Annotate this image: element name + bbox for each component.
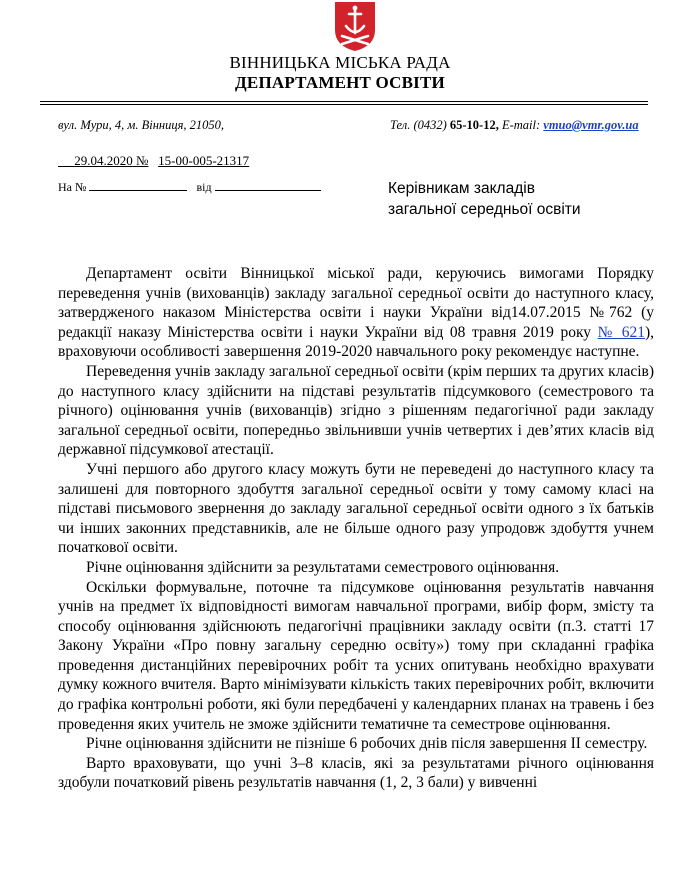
recipient-line-2: загальної середньої освіти [388,201,581,218]
organization-name: ВІННИЦЬКА МІСЬКА РАДА [229,53,451,72]
incoming-reference [58,179,321,195]
incoming-label: На № [58,180,87,194]
paragraph-4: Річне оцінювання здійснити за результатами семестрового оцінювання. [86,558,560,576]
recipient-line-1: Керівникам закладів [388,180,535,197]
paragraph-5: Оскільки формувальне, поточне та підсумкове оцінювання результатів навчання учнів на предмет їх відповідності вимогам навчальної програми, вибір форм, змісту та способу оцінювання здійснюють педагогічні працівники закладу освіти (п.3. статті 17 Закону України «Про повну загальну середню освіту») тому при складанні графіка проведення дистанційних перевірочних робіт та усних опитувань необхідно врахувати думку кожного вчителя. Варто мінімізувати кількість таких перевірочних робіт, включити до графіка контрольні роботи, які були передбачені у календарних планах на травень і без проведення яких учитель не зможе здійснити тематичне та семестрове оцінювання. [58,578,654,733]
paragraph-2: Переведення учнів закладу загальної середньої освіти (крім перших та других класів) до наступного класу здійснити на підставі результатів підсумкового (семестрового та річного) оцінювання учнів (вихованців) згідно з рішенням педагогічної ради закладу загальної середньої освіти, попередньо звільнивши учнів четвертих і дев’ятих класів від державної підсумкової атестації. [58,362,654,459]
order-621-link[interactable]: № 621 [597,323,645,341]
outgoing-no-label: № [136,153,149,168]
paragraph-6: Річне оцінювання здійснити не пізніше 6 робочих днів після завершення II семестру. [86,735,648,753]
outgoing-number: 15-00-005-21317 [158,153,250,168]
header-divider-bottom [40,104,648,105]
recipient-block [388,178,581,220]
phone-label: Тел. (0432) [390,118,447,132]
incoming-number-blank [89,179,187,191]
outgoing-date: 29.04.2020 [74,153,133,168]
postal-address: вул. Мури, 4, м. Вінниця, 21050, [58,118,225,132]
incoming-date-blank [215,179,321,191]
paragraph-1: Департамент освіти Вінницької міської ради, керуючись вимогами Порядку переведення учнів (вихованців) закладу загальної середньої освіти до наступного класу, затвердженого наказом Міністерства освіти і науки України від14.07.2015 №762 (у редакції наказу Міністерства освіти і науки України від 08 травня 2019 року № 621), враховуючи особливості завершення 2019-2020 навчального року рекомендує наступне. [58,265,655,361]
city-coat-of-arms-icon [333,0,377,52]
letter-body [58,264,654,793]
email-label: E-mail: [501,118,541,132]
paragraph-3: Учні першого або другого класу можуть бути не переведені до наступного класу та залишені для повторного здобуття загальної середньої освіти у тому самому класі на підставі письмового звернення до закладу загальної середньої освіти одного з їх батьків чи інших законних представників, але не більше одного разу упродовж здобуття учнем початкової освіти. [58,460,654,557]
header-divider-top [40,101,648,102]
phone-number: 65-10-12, [449,118,499,132]
paragraph-7: Варто враховувати, що учні 3–8 класів, які за результатами річного оцінювання здобули початковий рівень результатів навчання (1, 2, 3 бали) у вивченні [58,754,654,792]
department-name: ДЕПАРТАМЕНТ ОСВІТИ [235,73,445,92]
incoming-from-label: від [196,180,212,194]
email-link[interactable]: vmuo@vmr.gov.ua [543,118,639,132]
contact-line [390,118,639,133]
outgoing-reference [58,153,249,169]
